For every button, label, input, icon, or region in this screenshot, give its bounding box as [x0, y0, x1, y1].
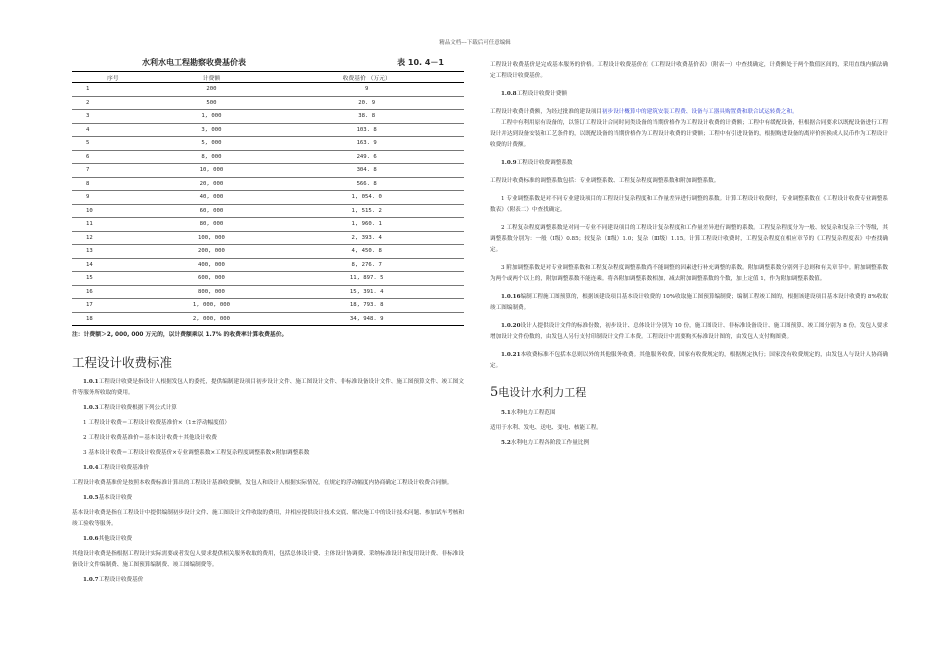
table-cell-price: 1, 960. 1 [269, 218, 464, 232]
table-cell-amount: 8, 000 [154, 150, 270, 164]
heading-1-0-5 [72, 493, 464, 504]
para-text: 设计人提供设计文件的标准份数，初步设计、总体设计分别为 10 份，施工图设计、非标准设备设计、施工图预算、竣工图分别为 8 份。发包人要求增加设计文件份数的，由发包人另行支付印制设计文件工本费。工程设计中需要购买标准设计图的，由发包人支付购图费。 [490, 323, 888, 340]
table-row [72, 272, 464, 286]
clause-number: 5.2 [501, 440, 511, 446]
clause-number: 1.0.7 [83, 577, 99, 583]
table-cell-index: 8 [72, 177, 154, 191]
clause-number: 1.0.20 [501, 323, 521, 329]
table-cell-index: 14 [72, 258, 154, 272]
heading-1-0-7 [72, 575, 464, 586]
table-row [72, 83, 464, 97]
para-1-0-4: 工程设计收费基准价是按照本收费标准计算出的工程设计基准收费额，发包人和设计人根据实际情况，在规定的浮动幅度内协商确定工程设计收费合同额。 [72, 480, 453, 486]
col-header-price: 收费基价 （万元） [269, 72, 464, 83]
table-cell-index: 15 [72, 272, 154, 286]
section-number: 5 [490, 385, 499, 400]
table-cell-price: 304. 8 [269, 164, 464, 178]
clause-number: 1.0.8 [501, 91, 517, 97]
table-cell-amount: 200 [154, 83, 270, 97]
para-1-0-1 [72, 377, 464, 399]
para-adjust-2: 2 工程复杂程度调整系数是对同一专业不同建设项目的工程设计复杂程度和工作量差异进行调整的系数。工程复杂程度分为一般、较复杂和复杂三个等级，其调整系数分别为：一般（Ⅰ级）0.85；较复杂（Ⅱ级）1.0；复杂（Ⅲ级）1.15。计算工程设计收费时，工程复杂程度在相应章节的《工程复杂程度表》中查找确定。 [490, 225, 888, 253]
table-row [72, 312, 464, 326]
table-row [72, 96, 464, 110]
para-1-0-16 [490, 292, 888, 314]
table-cell-amount: 1, 000, 000 [154, 299, 270, 313]
clause-number: 1.0.3 [83, 405, 99, 411]
table-title-row [72, 57, 464, 68]
table-cell-price: 1, 515. 2 [269, 204, 464, 218]
para-1-0-8b: 工程中有利用原有设备的，以签订工程设计合同时同类设备的当期价格作为工程设计收费的计费额；工程中有缓配设备，但根据合同要求以既配设备进行工程设计并达到设备安装和工艺条件的，以既配设备的当期价格作为工程设计收费的计费额；工程中有引进设备的，根据购进设备的离岸价折换成人民币作为工程设计收费的计费额。 [490, 120, 888, 148]
table-header-row [72, 72, 464, 83]
table-cell-index: 16 [72, 285, 154, 299]
para-adjust-1: 1 专业调整系数是对不同专业建设项目的工程设计复杂程度和工作量差异进行调整的系数。计算工程设计收费时，专业调整系数在《工程设计收费专业调整系数表》（附表二）中查找确定。 [490, 196, 888, 213]
table-row [72, 164, 464, 178]
para-text: 工程设计收费计费额，为经过批准的建设项目 [490, 109, 602, 115]
col-header-index: 序号 [72, 72, 154, 83]
para-1-0-20 [490, 321, 888, 343]
table-cell-index: 18 [72, 312, 154, 326]
table-cell-amount: 400, 000 [154, 258, 270, 272]
table-row [72, 299, 464, 313]
table-number: 表 10. 4－1 [397, 58, 444, 67]
table-row [72, 218, 464, 232]
table-cell-amount: 100, 000 [154, 231, 270, 245]
table-cell-index: 12 [72, 231, 154, 245]
table-cell-index: 1 [72, 83, 154, 97]
heading-text: 基本设计收费 [98, 495, 133, 501]
para-text: 编制工程施工图预算的，根据该建设项目基本设计收费的 10%收取施工图预算编制费；编制工程竣工图的，根据该建设项目基本设计收费的 8%收取竣工图编制费。 [490, 294, 888, 311]
heading-1-0-3 [72, 403, 464, 414]
table-row [72, 150, 464, 164]
table-cell-index: 11 [72, 218, 154, 232]
table-cell-amount: 60, 000 [154, 204, 270, 218]
clause-number: 1.0.6 [83, 536, 99, 542]
table-row [72, 110, 464, 124]
para-1-0-5: 基本设计收费是指在工程设计中提供编制初步设计文件、施工图设计文件收取的费用，并相应提供设计技术交底、解决施工中的设计技术问题、参加试车考核和竣工验收等服务。 [72, 510, 464, 527]
table-cell-price: 15, 391. 4 [269, 285, 464, 299]
para-1-0-21 [490, 350, 888, 372]
para-1-0-7: 工程设计收费基价是完成基本服务的价格。工程设计收费基价在《工程设计收费基价表》（附表一）中查找确定，计费额处于两个数值区间的，采用直线内插法确定工程设计收费基价。 [490, 62, 888, 79]
table-cell-price: 11, 897. 5 [269, 272, 464, 286]
table-cell-amount: 800, 000 [154, 285, 270, 299]
table-row [72, 258, 464, 272]
section-title-text: 电设计水利力工程 [498, 386, 587, 399]
table-cell-index: 4 [72, 123, 154, 137]
para-adjust-3: 3 附加调整系数是对专业调整系数和工程复杂程度调整系数尚不能调整的因素进行补充调整的系数。附加调整系数分别列于总则和有关章节中。附加调整系数为两个或两个以上的，附加调整系数不能连乘。将各附加调整系数相加，减去附加调整系数的个数，加上定值 1，作为附加调整系数值。 [490, 265, 888, 282]
table-cell-index: 5 [72, 137, 154, 151]
table-cell-index: 9 [72, 191, 154, 205]
formula-3: 3 基本设计收费＝工程设计收费基价×专业调整系数×工程复杂程度调整系数×附加调整系数 [83, 450, 310, 456]
heading-text: 工程设计收费基价 [98, 577, 144, 583]
clause-number: 1.0.21 [501, 352, 521, 358]
table-row [72, 177, 464, 191]
clause-number: 5.1 [501, 410, 511, 416]
clause-number: 1.0.5 [83, 495, 99, 501]
table-row [72, 231, 464, 245]
table-cell-amount: 600, 000 [154, 272, 270, 286]
table-cell-index: 10 [72, 204, 154, 218]
table-cell-amount: 80, 000 [154, 218, 270, 232]
table-cell-index: 2 [72, 96, 154, 110]
table-cell-amount: 20, 000 [154, 177, 270, 191]
table-cell-amount: 40, 000 [154, 191, 270, 205]
table-cell-amount: 10, 000 [154, 164, 270, 178]
heading-text: 水利电力工程各阶段工作量比例 [510, 440, 590, 446]
table-cell-index: 6 [72, 150, 154, 164]
heading-text: 工程设计收费根据下列公式计算 [98, 405, 177, 411]
table-cell-price: 249. 6 [269, 150, 464, 164]
table-cell-price: 566. 8 [269, 177, 464, 191]
heading-1-0-9 [490, 158, 888, 169]
table-cell-amount: 3, 000 [154, 123, 270, 137]
table-cell-index: 3 [72, 110, 154, 124]
table-cell-index: 7 [72, 164, 154, 178]
table-note: 注：计费额＞2, 000, 000 万元的，以计费额乘以 1.7% 的收费率计算收费基价。 [72, 332, 288, 338]
right-column [490, 60, 888, 449]
heading-1-0-8 [490, 89, 888, 100]
table-row [72, 204, 464, 218]
para-1-0-6: 其他设计收费是指根据工程设计实际需要或者发包人要求提供相关服务收取的费用，包括总体设计费、主体设计协调费、采纳标准设计和复用设计费、非标准设备设计文件编制费、施工图预算编制费、竣工图编制费等。 [72, 551, 464, 568]
section-title-5 [490, 384, 888, 400]
para-text: 工程设计收费是指设计人根据发包人的委托，提供编制建设项目初步设计文件、施工图设计文件、非标准设备设计文件、施工图预算文件、竣工图文件等服务所收取的费用。 [72, 379, 464, 396]
table-cell-price: 34, 948. 9 [269, 312, 464, 326]
heading-text: 工程设计收费调整系数 [516, 160, 573, 166]
table-cell-price: 20. 9 [269, 96, 464, 110]
heading-text: 其他设计收费 [98, 536, 133, 542]
table-row [72, 245, 464, 259]
section-title-design-fee: 工程设计收费标准 [72, 355, 173, 370]
table-cell-index: 17 [72, 299, 154, 313]
heading-5-2 [490, 438, 888, 449]
fee-table [72, 71, 464, 326]
clause-number: 1.0.9 [501, 160, 517, 166]
heading-text: 工程设计收费计费额 [516, 91, 567, 97]
table-cell-price: 1, 054. 0 [269, 191, 464, 205]
table-cell-amount: 5, 000 [154, 137, 270, 151]
table-cell-price: 9 [269, 83, 464, 97]
left-column [72, 57, 464, 586]
table-cell-amount: 2, 000, 000 [154, 312, 270, 326]
formula-2: 2 工程设计收费基准价＝基本设计收费＋其他设计收费 [83, 435, 217, 441]
table-cell-price: 8, 276. 7 [269, 258, 464, 272]
table-title: 水利水电工程勘察收费基价表 [142, 58, 246, 67]
heading-1-0-4 [72, 463, 464, 474]
heading-text: 工程设计收费基准价 [98, 465, 149, 471]
heading-1-0-6 [72, 534, 464, 545]
formula-1: 1 工程设计收费＝工程设计收费基准价×（1±浮动幅度值） [83, 420, 230, 426]
table-row [72, 137, 464, 151]
table-row [72, 123, 464, 137]
table-row [72, 191, 464, 205]
para-text-highlight: 初步设计概算中的建筑安装工程费、设备与工器具购置费和联合试运转费之和。 [601, 109, 798, 115]
table-cell-price: 38. 8 [269, 110, 464, 124]
para-5-1: 适用于水利、发电、送电、变电、核能工程。 [490, 425, 602, 431]
table-cell-amount: 200, 000 [154, 245, 270, 259]
heading-5-1 [490, 408, 888, 419]
clause-number: 1.0.1 [83, 379, 99, 385]
table-cell-price: 2, 393. 4 [269, 231, 464, 245]
clause-number: 1.0.16 [501, 294, 521, 300]
para-1-0-8a [490, 107, 888, 118]
table-cell-price: 163. 9 [269, 137, 464, 151]
page-header: 精品文档---下载后可任意编辑 [439, 40, 511, 46]
heading-text: 水利电力工程范围 [510, 410, 556, 416]
table-cell-price: 103. 8 [269, 123, 464, 137]
table-cell-amount: 500 [154, 96, 270, 110]
col-header-amount: 计费额 [154, 72, 270, 83]
table-row [72, 285, 464, 299]
para-1-0-9: 工程设计收费标准的调整系数包括：专业调整系数、工程复杂程度调整系数和附加调整系数。 [490, 178, 720, 184]
clause-number: 1.0.4 [83, 465, 99, 471]
table-cell-index: 13 [72, 245, 154, 259]
table-cell-price: 4, 450. 8 [269, 245, 464, 259]
table-cell-price: 18, 793. 8 [269, 299, 464, 313]
table-body [72, 83, 464, 326]
para-text: 本收费标准不包括本总则以外的其他服务收费。其他服务收费，国家有收费规定的，根据规定执行；国家没有收费规定的，由发包人与设计人协商确定。 [490, 352, 888, 369]
table-cell-amount: 1, 000 [154, 110, 270, 124]
